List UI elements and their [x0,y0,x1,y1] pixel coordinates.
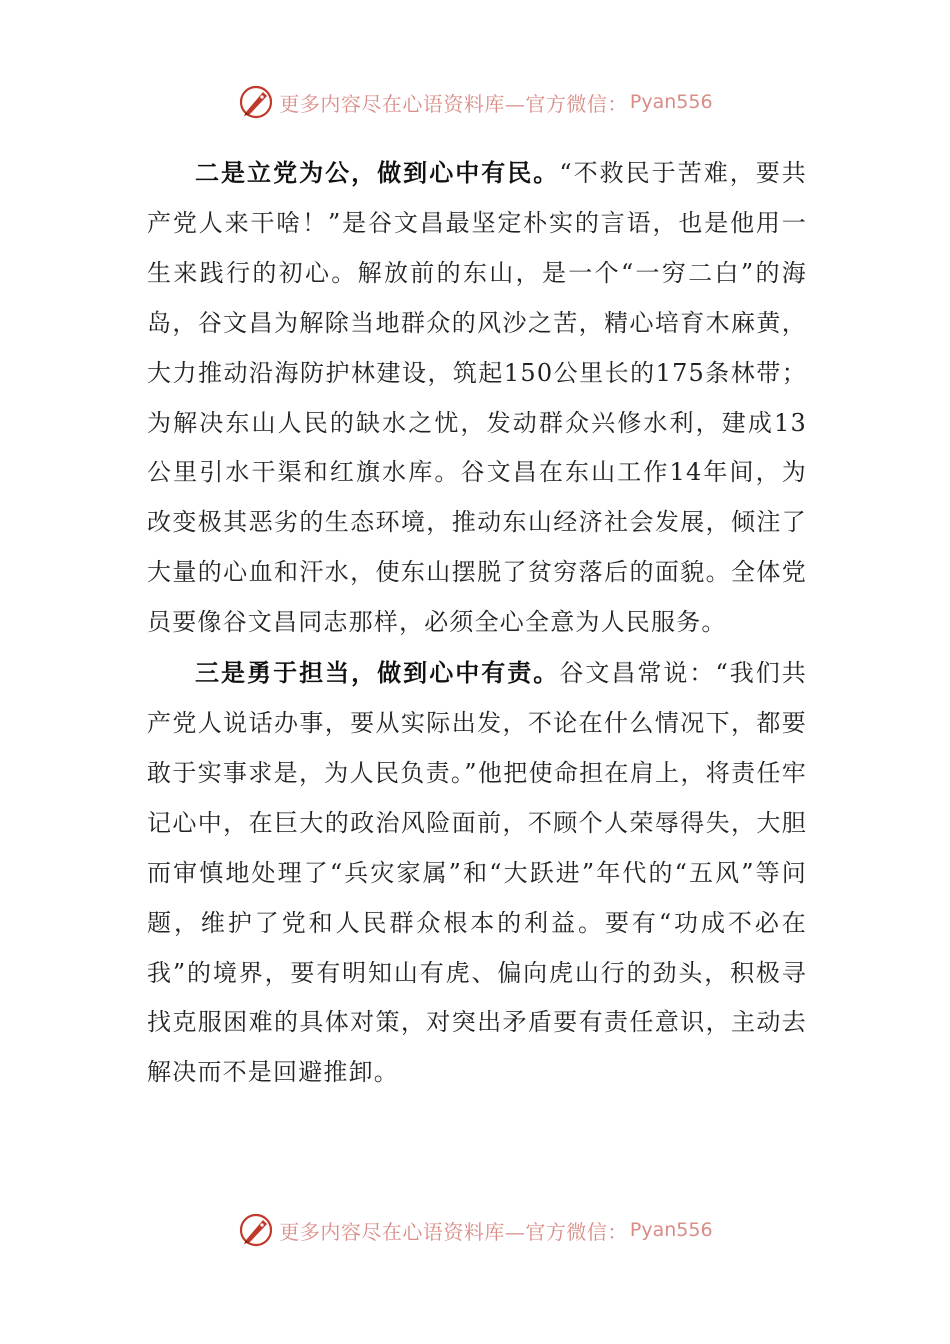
pen-nib-circle-icon [237,1211,275,1249]
paragraph-2-lead: 三是勇于担当，做到心中有责。 [195,658,560,688]
paragraph-1-lead: 二是立党为公，做到心中有民。 [195,158,560,187]
document-body [147,148,807,1098]
footer-banner [0,1210,950,1250]
header-wechat-id: Pyan556 [629,91,713,113]
header-banner [0,82,950,122]
paragraph-1 [147,148,807,648]
paragraph-2 [147,648,807,1098]
footer-wechat-id: Pyan556 [629,1219,713,1241]
footer-banner-text: 更多内容尽在心语资料库—官方微信： [279,1219,628,1244]
pen-nib-circle-icon [237,83,275,121]
paragraph-1-text: “不救民于苦难，要共产党人来干啥！”是谷文昌最坚定朴实的言语，也是他用一生来践行的初心。解放前的东山，是一个“一穷二白”的海岛，谷文昌为解除当地群众的风沙之苦，精心培育木麻黄，大力推动沿海防护林建设，筑起150公里长的175条林带；为解决东山人民的缺水之忧，发动群众兴修水利，建成13公里引水干渠和红旗水库。谷文昌在东山工作14年间，为改变极其恶劣的生态环境，推动东山经济社会发展，倾注了大量的心血和汗水，使东山摆脱了贫穷落后的面貌。全体党员要像谷文昌同志那样，必须全心全意为人民服务。 [147,159,807,637]
paragraph-2-text: 谷文昌常说：“我们共产党人说话办事，要从实际出发，不论在什么情况下，都要敢于实事求是，为人民负责。”他把使命担在肩上，将责任牢记心中，在巨大的政治风险面前，不顾个人荣辱得失，大胆而审慎地处理了“兵灾家属”和“大跃进”年代的“五风”等问题，维护了党和人民群众根本的利益。要有“功成不必在我”的境界，要有明知山有虎、偏向虎山行的劲头，积极寻找克服困难的具体对策，对突出矛盾要有责任意识，主动去解决而不是回避推卸。 [147,659,807,1087]
header-banner-text: 更多内容尽在心语资料库—官方微信： [279,91,628,116]
